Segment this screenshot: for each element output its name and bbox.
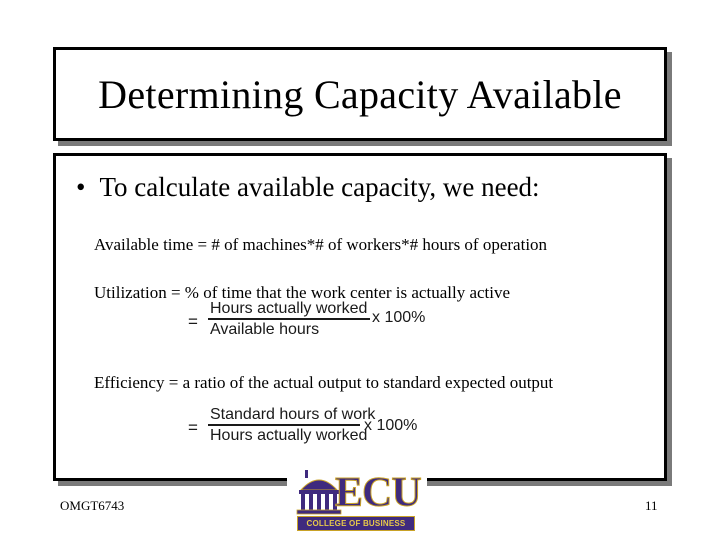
slide-title: Determining Capacity Available (98, 71, 622, 117)
utilization-denominator: Available hours (210, 321, 320, 338)
title-box (53, 47, 667, 141)
utilization-multiplier: x 100% (372, 309, 426, 326)
efficiency-multiplier: x 100% (364, 417, 418, 434)
efficiency-formula (188, 405, 418, 447)
bullet-point (76, 172, 540, 203)
efficiency-line: Efficiency = a ratio of the actual output to standard expected output (94, 373, 554, 392)
utilization-equals: = (188, 312, 198, 331)
content-box (53, 153, 667, 481)
efficiency-numerator: Standard hours of work (210, 406, 376, 423)
course-code: OMGT6743 (60, 498, 125, 513)
efficiency-denominator: Hours actually worked (210, 427, 368, 444)
efficiency-fraction-bar (208, 424, 360, 426)
utilization-line: Utilization = % of time that the work center is actually active (94, 283, 511, 302)
utilization-fraction-bar (208, 318, 370, 320)
page-number: 11 (645, 498, 658, 513)
ecu-logo (287, 468, 427, 534)
utilization-numerator: Hours actually worked (210, 300, 368, 317)
efficiency-equals: = (188, 418, 198, 437)
bullet-text: To calculate available capacity, we need: (99, 172, 540, 202)
utilization-formula (188, 299, 428, 341)
bullet-marker: • (76, 172, 86, 202)
logo-letters: ECU (335, 470, 421, 516)
logo-tagline: COLLEGE OF BUSINESS (297, 516, 415, 531)
available-time-line: Available time = # of machines*# of workers*# hours of operation (94, 235, 548, 254)
